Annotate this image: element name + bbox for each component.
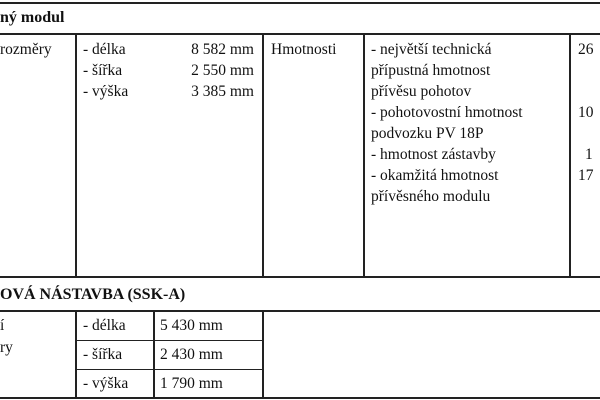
table-bottom-border [0, 397, 600, 399]
s1-col-divider-2 [262, 34, 264, 277]
weight-2-value: 10 [578, 104, 594, 121]
dim-height-value: 3 385 mm [191, 83, 254, 100]
s2-col-divider-1 [75, 311, 77, 399]
s2-row-divider-2 [76, 369, 263, 370]
dim-width-value: 2 550 mm [191, 62, 254, 79]
dim-height-label: - výška [83, 83, 129, 100]
weights-label: Hmotnosti [271, 41, 337, 58]
dim-length-label: - délka [83, 41, 126, 58]
s2-dim-width-value: 2 430 mm [160, 346, 223, 363]
section1-header-divider [0, 33, 600, 35]
dim-width-label: - šířka [83, 62, 123, 79]
weight-1-value: 26 [578, 41, 594, 58]
weight-2-line2: podvozku PV 18P [371, 125, 484, 142]
s2-col-divider-3 [262, 311, 264, 399]
weight-4-value: 17 [578, 167, 594, 184]
s2-dim-height-value: 1 790 mm [160, 375, 223, 392]
s1-col-divider-3 [363, 34, 365, 277]
section2-header-divider [0, 310, 600, 312]
weight-1-line1: - největší technická [371, 41, 492, 58]
s2-dim-length-label: - délka [83, 317, 126, 334]
s2-dim-length-value: 5 430 mm [160, 317, 223, 334]
weight-1-line2: přípustná hmotnost [371, 62, 491, 79]
weight-3-value: 1 [585, 146, 593, 163]
s2-col-divider-2 [153, 311, 155, 399]
s1-col-divider-4 [569, 34, 571, 277]
s2-dim-width-label: - šířka [83, 346, 123, 363]
weight-4-line2: přívěsného modulu [371, 188, 491, 205]
s2-dim-height-label: - výška [83, 375, 129, 392]
table-top-border [0, 2, 600, 4]
dimensions-label: rozměry [0, 41, 52, 58]
section2-title: OVÁ NÁSTAVBA (SSK-A) [0, 286, 186, 303]
s2-row-divider-1 [76, 340, 263, 341]
weight-4-line1: - okamžitá hmotnost [371, 167, 499, 184]
dim-length-value: 8 582 mm [191, 41, 254, 58]
section2-label-line2: ry [0, 339, 13, 356]
weight-1-line3: přívěsu pohotov [371, 83, 472, 100]
section2-label-line1: í [0, 317, 5, 334]
section1-bottom-border [0, 276, 600, 278]
weight-3-line1: - hmotnost zástavby [371, 146, 496, 163]
weight-2-line1: - pohotovostní hmotnost [371, 104, 523, 121]
section1-title: ný modul [0, 9, 65, 26]
s1-col-divider-1 [75, 34, 77, 277]
